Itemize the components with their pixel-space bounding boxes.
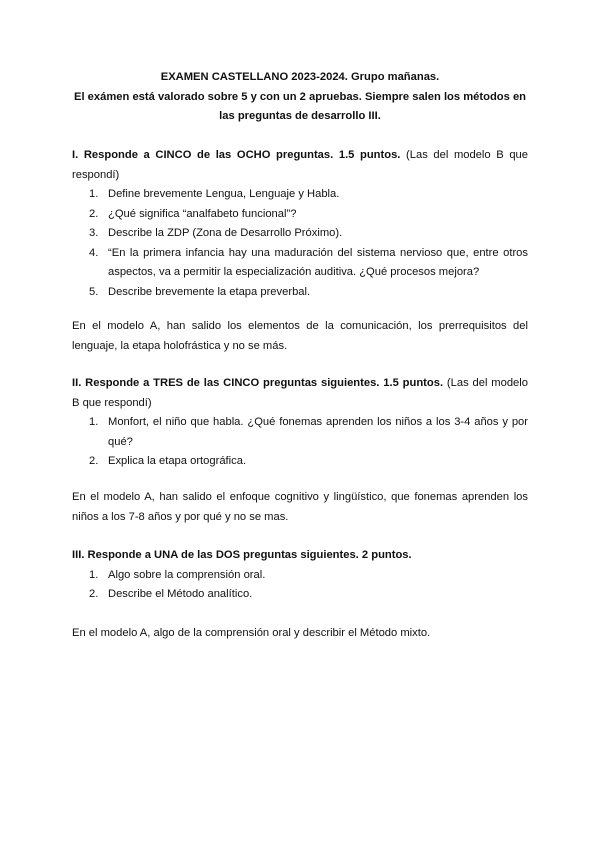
item-text: “En la primera infancia hay una maduración del sistema nervioso que, entre otros aspectos, va a permitir la especialización auditiva. ¿Qué procesos mejora? [108,246,528,278]
header-subtitle-cont: las preguntas de desarrollo III. [219,110,381,122]
item-text: Explica la etapa ortográfica. [108,455,247,467]
item-number: 1. [89,568,99,581]
item-text: Algo sobre la comprensión oral. [108,568,266,581]
section-3-title: III. Responde a UNA de las DOS preguntas siguientes. 2 puntos. [72,549,412,561]
section-2-model-a-note: En el modelo A, han salido el enfoque cognitivo y lingüístico, que fonemas aprenden los niños a los 7-8 años y por qué y no se mas. [72,491,528,523]
item-number: 2. [89,207,99,220]
section-3 [72,546,528,605]
section-1-heading [72,146,528,185]
item-number: 2. [89,588,99,600]
section-1 [72,146,528,302]
item-number: 4. [89,246,99,259]
section-1-list [72,185,528,302]
section-2-heading [72,374,528,413]
list-item [72,224,528,244]
item-number: 1. [89,416,99,428]
item-number: 5. [89,285,99,298]
section-1-model-a-note: En el modelo A, han salido los elementos de la comunicación, los prerrequisitos del lenguaje, la etapa holofrástica y no se más. [72,320,528,352]
list-item [72,244,528,283]
list-item [72,205,528,225]
list-item [72,283,528,303]
item-number: 1. [89,188,99,200]
header-title: EXAMEN CASTELLANO 2023-2024. Grupo mañanas. [160,71,440,83]
section-3-list [72,566,528,605]
section-2 [72,374,528,472]
list-item [72,185,528,205]
section-3-heading [72,546,528,566]
item-number: 2. [89,455,99,467]
item-text: ¿Qué significa “analfabeto funcional”? [108,207,297,220]
list-item [72,452,528,472]
item-text: Describe el Método analítico. [108,588,253,600]
item-text: Monfort, el niño que habla. ¿Qué fonemas aprenden los niños a los 3-4 años y por qué? [108,416,528,448]
item-text: Describe la ZDP (Zona de Desarrollo Próximo). [108,227,343,239]
list-item [72,566,528,586]
section-2-note: (Las del modelo B que respondí) [72,377,528,409]
exam-header [60,68,540,127]
section-1-title: I. Responde a CINCO de las OCHO preguntas. 1.5 puntos. [72,149,401,161]
item-text: Describe brevemente la etapa preverbal. [108,285,311,298]
section-2-title: II. Responde a TRES de las CINCO preguntas siguientes. 1.5 puntos. [72,377,444,389]
list-item [72,413,528,452]
item-number: 3. [89,227,99,239]
list-item [72,585,528,605]
section-2-list [72,413,528,472]
section-1-note: (Las del modelo B que respondí) [72,149,528,181]
header-subtitle: El exámen está valorado sobre 5 y con un 2 apruebas. Siempre salen los métodos en [73,90,527,103]
section-3-model-a-note: En el modelo A, algo de la comprensión oral y describir el Método mixto. [72,627,431,639]
item-text: Define brevemente Lengua, Lenguaje y Habla. [108,188,340,200]
